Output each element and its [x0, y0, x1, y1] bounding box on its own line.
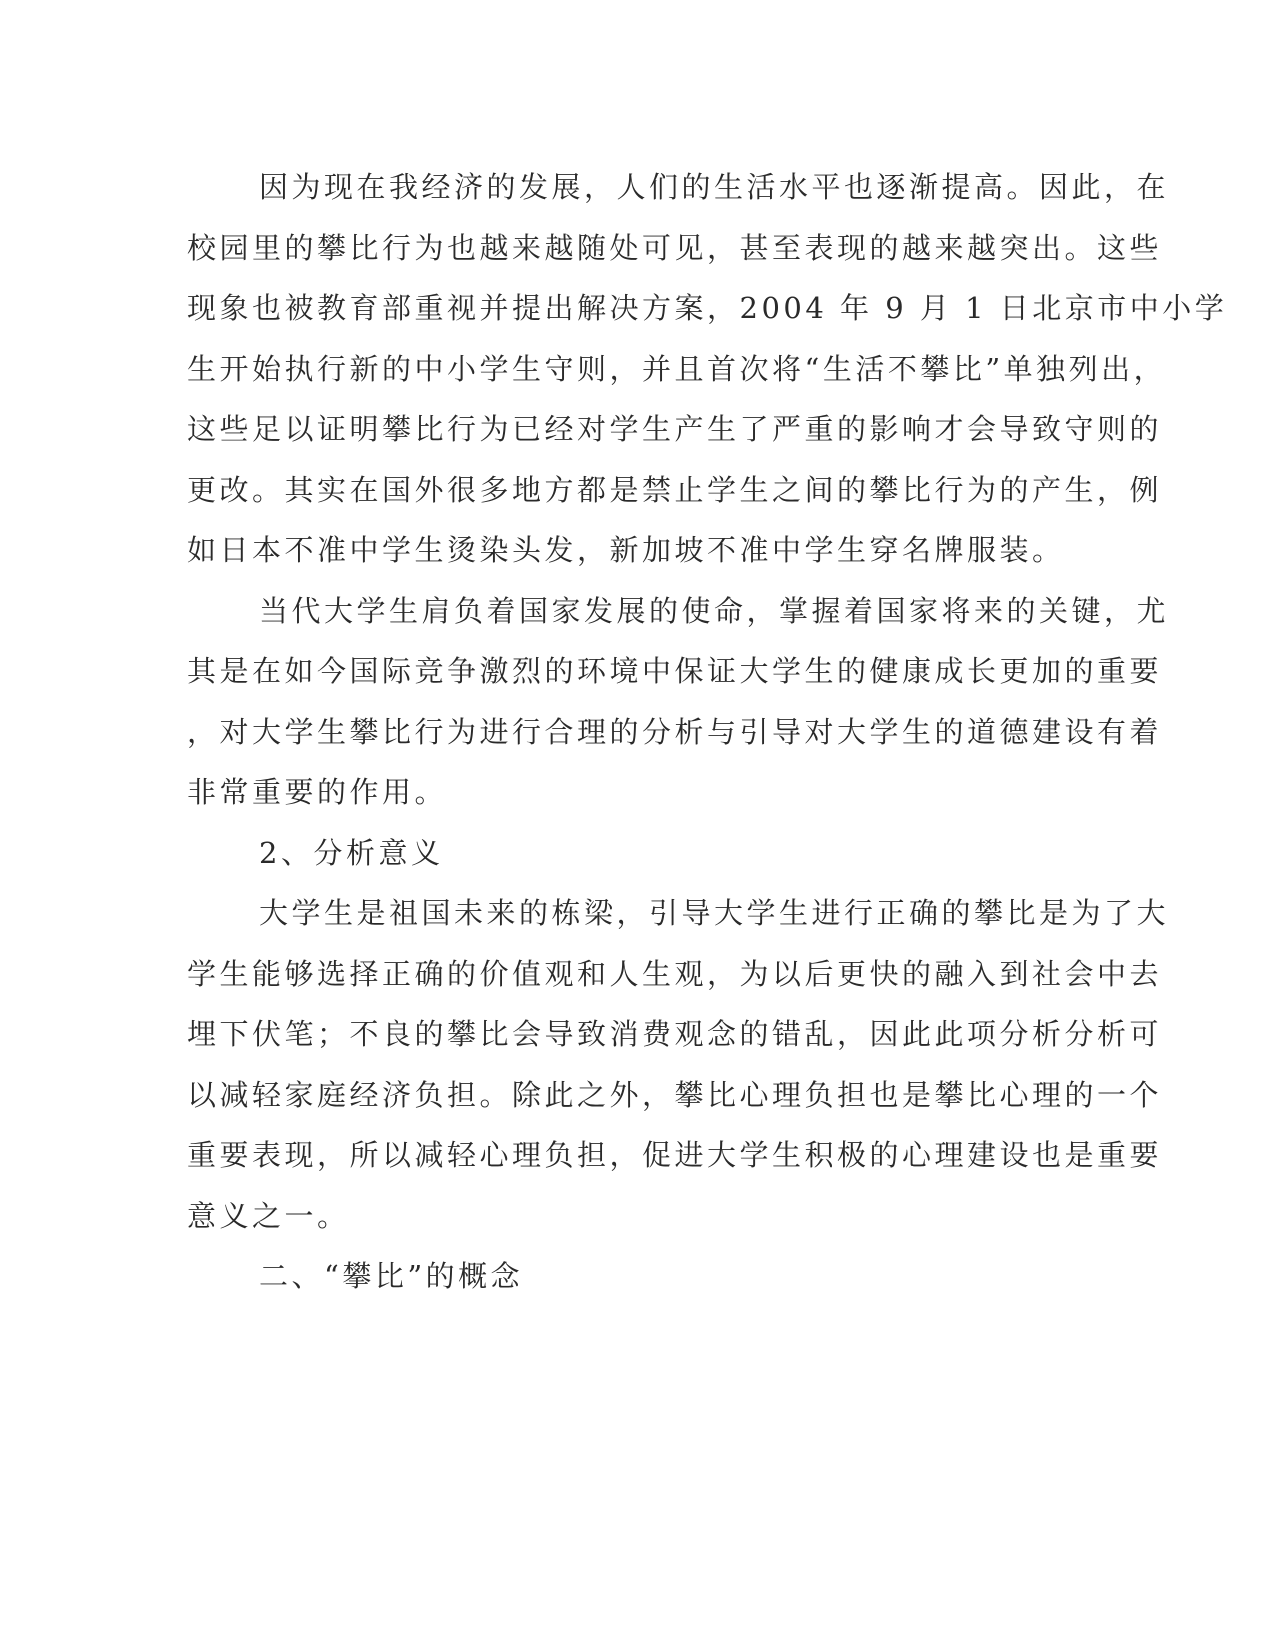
- text-line: 生开始执行新的中小学生守则，并且首次将“生活不攀比”单独列出，: [187, 351, 1167, 386]
- body-text: [187, 157, 1228, 1307]
- text-line: 非常重要的作用。: [187, 775, 448, 809]
- text-line: 学生能够选择正确的价值观和人生观，为以后更快的融入到社会中去: [187, 956, 1163, 991]
- text-line: 当代大学生肩负着国家发展的使命，掌握着国家将来的关键，尤: [259, 593, 1170, 628]
- text-line: ，对大学生攀比行为进行合理的分析与引导对大学生的道德建设有着: [187, 714, 1163, 749]
- text-line: 这些足以证明攀比行为已经对学生产生了严重的影响才会导致守则的: [187, 412, 1163, 446]
- section-heading: 2、分析意义: [259, 835, 444, 870]
- text-line: 以减轻家庭经济负担。除此之外，攀比心理负担也是攀比心理的一个: [187, 1077, 1163, 1112]
- text-line: 重要表现，所以减轻心理负担，促进大学生积极的心理建设也是重要: [187, 1138, 1163, 1172]
- text-line: 校园里的攀比行为也越来越随处可见，甚至表现的越来越突出。这些: [187, 230, 1163, 265]
- text-line: 如日本不准中学生烫染头发，新加坡不准中学生穿名牌服装。: [187, 533, 1065, 567]
- text-line: 埋下伏笔；不良的攀比会导致消费观念的错乱，因此此项分析分析可: [187, 1017, 1163, 1051]
- text-line: 意义之一。: [187, 1198, 350, 1233]
- text-line: 其是在如今国际竞争激烈的环境中保证大学生的健康成长更加的重要: [187, 654, 1163, 688]
- text-line: 现象也被教育部重视并提出解决方案，2004 年 9 月 1 日北京市中小学: [187, 291, 1228, 325]
- section-heading: 二、“攀比”的概念: [259, 1259, 524, 1293]
- text-line: 大学生是祖国未来的栋梁，引导大学生进行正确的攀比是为了大: [259, 896, 1170, 930]
- text-line: 更改。其实在国外很多地方都是禁止学生之间的攀比行为的产生，例: [187, 472, 1163, 507]
- text-line: 因为现在我经济的发展，人们的生活水平也逐渐提高。因此，在: [259, 170, 1170, 204]
